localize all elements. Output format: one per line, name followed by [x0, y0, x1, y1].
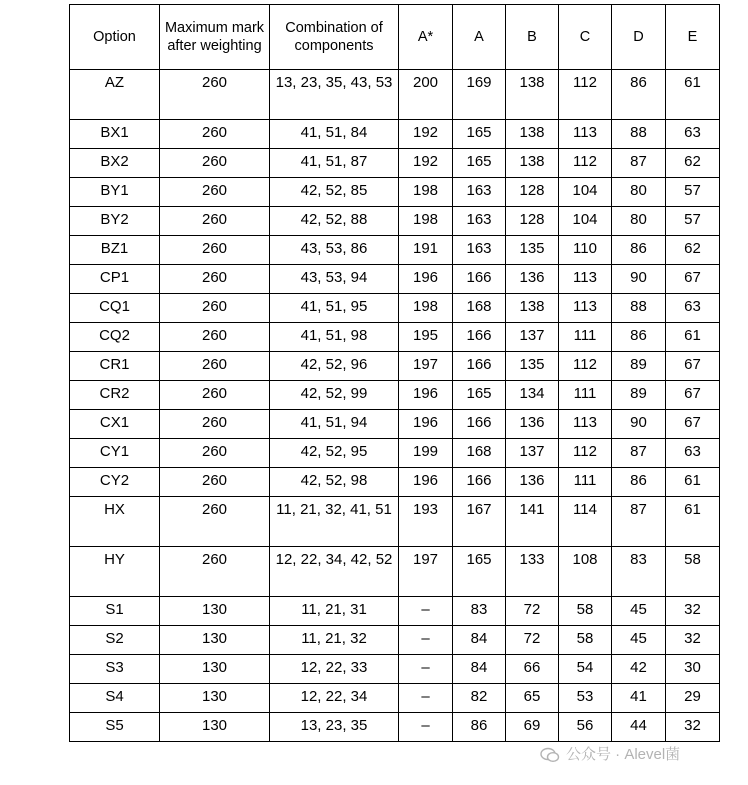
cell-max-mark: 130: [160, 684, 270, 713]
cell-e: 58: [666, 547, 720, 597]
cell-c: 112: [559, 352, 612, 381]
cell-a-star: 199: [399, 439, 453, 468]
table-row: [70, 149, 720, 178]
cell-max-mark: 260: [160, 410, 270, 439]
cell-option: CP1: [70, 265, 160, 294]
cell-option: BZ1: [70, 236, 160, 265]
cell-a-star: –: [399, 626, 453, 655]
cell-c: 112: [559, 70, 612, 120]
cell-option: CQ1: [70, 294, 160, 323]
cell-combination: 41, 51, 84: [270, 120, 399, 149]
cell-b: 136: [506, 468, 559, 497]
header-option: Option: [70, 5, 160, 70]
cell-d: 87: [612, 497, 666, 547]
cell-max-mark: 260: [160, 381, 270, 410]
cell-e: 67: [666, 265, 720, 294]
cell-a: 167: [453, 497, 506, 547]
cell-e: 67: [666, 352, 720, 381]
table-row: [70, 236, 720, 265]
cell-max-mark: 260: [160, 178, 270, 207]
cell-b: 69: [506, 713, 559, 742]
cell-a: 82: [453, 684, 506, 713]
table-row: [70, 655, 720, 684]
cell-e: 29: [666, 684, 720, 713]
cell-max-mark: 260: [160, 547, 270, 597]
cell-combination: 12, 22, 34, 42, 52: [270, 547, 399, 597]
cell-e: 63: [666, 439, 720, 468]
cell-max-mark: 260: [160, 439, 270, 468]
header-e: E: [666, 5, 720, 70]
cell-combination: 42, 52, 88: [270, 207, 399, 236]
cell-a: 166: [453, 352, 506, 381]
cell-b: 128: [506, 178, 559, 207]
cell-e: 61: [666, 70, 720, 120]
cell-d: 89: [612, 381, 666, 410]
cell-a-star: 191: [399, 236, 453, 265]
cell-c: 108: [559, 547, 612, 597]
table-row: [70, 684, 720, 713]
cell-c: 112: [559, 439, 612, 468]
cell-a-star: –: [399, 655, 453, 684]
cell-option: AZ: [70, 70, 160, 120]
cell-b: 137: [506, 323, 559, 352]
cell-e: 61: [666, 323, 720, 352]
cell-option: S3: [70, 655, 160, 684]
cell-option: CY1: [70, 439, 160, 468]
grade-boundaries-table: [69, 4, 720, 742]
cell-d: 87: [612, 439, 666, 468]
cell-e: 63: [666, 120, 720, 149]
cell-a-star: 195: [399, 323, 453, 352]
table-row: [70, 178, 720, 207]
cell-c: 113: [559, 294, 612, 323]
cell-c: 111: [559, 381, 612, 410]
cell-c: 113: [559, 410, 612, 439]
cell-d: 87: [612, 149, 666, 178]
cell-b: 72: [506, 626, 559, 655]
cell-e: 30: [666, 655, 720, 684]
cell-d: 89: [612, 352, 666, 381]
cell-a-star: 192: [399, 120, 453, 149]
cell-b: 137: [506, 439, 559, 468]
table-row: [70, 294, 720, 323]
cell-max-mark: 260: [160, 70, 270, 120]
cell-e: 32: [666, 713, 720, 742]
cell-b: 66: [506, 655, 559, 684]
cell-c: 58: [559, 626, 612, 655]
cell-e: 62: [666, 236, 720, 265]
cell-d: 83: [612, 547, 666, 597]
cell-a-star: 197: [399, 547, 453, 597]
cell-a-star: 198: [399, 178, 453, 207]
table-row: [70, 207, 720, 236]
cell-d: 86: [612, 323, 666, 352]
table-row: [70, 120, 720, 149]
cell-b: 138: [506, 120, 559, 149]
wechat-icon: [540, 747, 560, 763]
cell-d: 86: [612, 468, 666, 497]
cell-max-mark: 260: [160, 207, 270, 236]
table-body: [70, 70, 720, 742]
cell-b: 138: [506, 70, 559, 120]
cell-a-star: 196: [399, 410, 453, 439]
cell-max-mark: 130: [160, 597, 270, 626]
cell-a: 165: [453, 381, 506, 410]
cell-option: CY2: [70, 468, 160, 497]
cell-combination: 12, 22, 33: [270, 655, 399, 684]
cell-combination: 42, 52, 99: [270, 381, 399, 410]
cell-combination: 43, 53, 86: [270, 236, 399, 265]
header-c: C: [559, 5, 612, 70]
cell-e: 57: [666, 178, 720, 207]
cell-a: 166: [453, 323, 506, 352]
cell-c: 56: [559, 713, 612, 742]
cell-combination: 11, 21, 31: [270, 597, 399, 626]
cell-c: 113: [559, 265, 612, 294]
cell-a: 83: [453, 597, 506, 626]
table-row: [70, 381, 720, 410]
cell-a: 165: [453, 149, 506, 178]
cell-max-mark: 130: [160, 655, 270, 684]
cell-max-mark: 260: [160, 468, 270, 497]
cell-combination: 12, 22, 34: [270, 684, 399, 713]
cell-option: BY1: [70, 178, 160, 207]
cell-a-star: –: [399, 597, 453, 626]
cell-combination: 41, 51, 98: [270, 323, 399, 352]
cell-e: 61: [666, 468, 720, 497]
cell-d: 88: [612, 294, 666, 323]
cell-a: 163: [453, 178, 506, 207]
cell-option: BY2: [70, 207, 160, 236]
cell-a: 166: [453, 265, 506, 294]
cell-option: CR2: [70, 381, 160, 410]
cell-c: 112: [559, 149, 612, 178]
table-row: [70, 70, 720, 120]
table-row: [70, 323, 720, 352]
cell-b: 128: [506, 207, 559, 236]
cell-e: 57: [666, 207, 720, 236]
cell-b: 136: [506, 410, 559, 439]
table-row: [70, 713, 720, 742]
cell-option: HX: [70, 497, 160, 547]
cell-d: 90: [612, 410, 666, 439]
header-combination: Combination of components: [270, 5, 399, 70]
table-row: [70, 497, 720, 547]
cell-e: 32: [666, 626, 720, 655]
cell-d: 88: [612, 120, 666, 149]
cell-a: 166: [453, 410, 506, 439]
cell-combination: 42, 52, 95: [270, 439, 399, 468]
cell-a: 163: [453, 207, 506, 236]
cell-max-mark: 260: [160, 120, 270, 149]
cell-d: 44: [612, 713, 666, 742]
table-row: [70, 626, 720, 655]
cell-a-star: 200: [399, 70, 453, 120]
cell-combination: 41, 51, 87: [270, 149, 399, 178]
cell-max-mark: 260: [160, 236, 270, 265]
cell-a-star: –: [399, 684, 453, 713]
cell-a: 168: [453, 294, 506, 323]
cell-combination: 41, 51, 94: [270, 410, 399, 439]
cell-b: 138: [506, 294, 559, 323]
cell-c: 114: [559, 497, 612, 547]
cell-d: 41: [612, 684, 666, 713]
cell-a: 168: [453, 439, 506, 468]
cell-b: 138: [506, 149, 559, 178]
cell-d: 86: [612, 236, 666, 265]
table-row: [70, 547, 720, 597]
cell-a-star: 197: [399, 352, 453, 381]
cell-e: 32: [666, 597, 720, 626]
cell-e: 63: [666, 294, 720, 323]
cell-c: 54: [559, 655, 612, 684]
cell-c: 53: [559, 684, 612, 713]
cell-b: 134: [506, 381, 559, 410]
cell-a-star: 196: [399, 468, 453, 497]
cell-c: 110: [559, 236, 612, 265]
cell-option: CQ2: [70, 323, 160, 352]
cell-e: 67: [666, 410, 720, 439]
header-row: [70, 5, 720, 70]
table-row: [70, 468, 720, 497]
cell-d: 45: [612, 626, 666, 655]
cell-max-mark: 260: [160, 294, 270, 323]
cell-combination: 13, 23, 35, 43, 53: [270, 70, 399, 120]
cell-option: BX1: [70, 120, 160, 149]
cell-option: S1: [70, 597, 160, 626]
cell-max-mark: 260: [160, 352, 270, 381]
cell-combination: 13, 23, 35: [270, 713, 399, 742]
cell-combination: 11, 21, 32: [270, 626, 399, 655]
watermark: [540, 743, 730, 767]
cell-option: CR1: [70, 352, 160, 381]
cell-a-star: 198: [399, 294, 453, 323]
cell-a: 166: [453, 468, 506, 497]
cell-a: 165: [453, 547, 506, 597]
table-row: [70, 597, 720, 626]
table-row: [70, 265, 720, 294]
table-row: [70, 410, 720, 439]
cell-a-star: 192: [399, 149, 453, 178]
cell-e: 62: [666, 149, 720, 178]
cell-c: 104: [559, 207, 612, 236]
cell-combination: 41, 51, 95: [270, 294, 399, 323]
cell-b: 133: [506, 547, 559, 597]
cell-option: S4: [70, 684, 160, 713]
cell-a: 86: [453, 713, 506, 742]
cell-option: BX2: [70, 149, 160, 178]
cell-a-star: 198: [399, 207, 453, 236]
cell-max-mark: 260: [160, 497, 270, 547]
cell-a: 165: [453, 120, 506, 149]
header-b: B: [506, 5, 559, 70]
cell-option: CX1: [70, 410, 160, 439]
cell-b: 141: [506, 497, 559, 547]
cell-c: 58: [559, 597, 612, 626]
cell-a: 169: [453, 70, 506, 120]
cell-a: 163: [453, 236, 506, 265]
cell-b: 135: [506, 236, 559, 265]
header-max-mark: Maximum mark after weighting: [160, 5, 270, 70]
cell-e: 67: [666, 381, 720, 410]
cell-max-mark: 260: [160, 265, 270, 294]
cell-a-star: 196: [399, 381, 453, 410]
cell-a-star: 196: [399, 265, 453, 294]
header-a-star: A*: [399, 5, 453, 70]
cell-a: 84: [453, 626, 506, 655]
cell-combination: 11, 21, 32, 41, 51: [270, 497, 399, 547]
cell-max-mark: 130: [160, 713, 270, 742]
cell-combination: 43, 53, 94: [270, 265, 399, 294]
cell-e: 61: [666, 497, 720, 547]
cell-d: 86: [612, 70, 666, 120]
header-a: A: [453, 5, 506, 70]
cell-max-mark: 130: [160, 626, 270, 655]
cell-combination: 42, 52, 98: [270, 468, 399, 497]
cell-c: 113: [559, 120, 612, 149]
watermark-text: 公众号 · Alevel菌: [566, 746, 681, 763]
cell-max-mark: 260: [160, 323, 270, 352]
cell-b: 135: [506, 352, 559, 381]
table-row: [70, 352, 720, 381]
cell-d: 42: [612, 655, 666, 684]
cell-max-mark: 260: [160, 149, 270, 178]
cell-option: HY: [70, 547, 160, 597]
cell-a: 84: [453, 655, 506, 684]
header-d: D: [612, 5, 666, 70]
cell-option: S2: [70, 626, 160, 655]
cell-d: 80: [612, 207, 666, 236]
cell-a-star: –: [399, 713, 453, 742]
cell-b: 65: [506, 684, 559, 713]
cell-d: 45: [612, 597, 666, 626]
cell-combination: 42, 52, 96: [270, 352, 399, 381]
cell-a-star: 193: [399, 497, 453, 547]
cell-d: 80: [612, 178, 666, 207]
cell-option: S5: [70, 713, 160, 742]
cell-combination: 42, 52, 85: [270, 178, 399, 207]
cell-d: 90: [612, 265, 666, 294]
cell-c: 104: [559, 178, 612, 207]
cell-b: 136: [506, 265, 559, 294]
table-row: [70, 439, 720, 468]
cell-c: 111: [559, 323, 612, 352]
cell-c: 111: [559, 468, 612, 497]
cell-b: 72: [506, 597, 559, 626]
